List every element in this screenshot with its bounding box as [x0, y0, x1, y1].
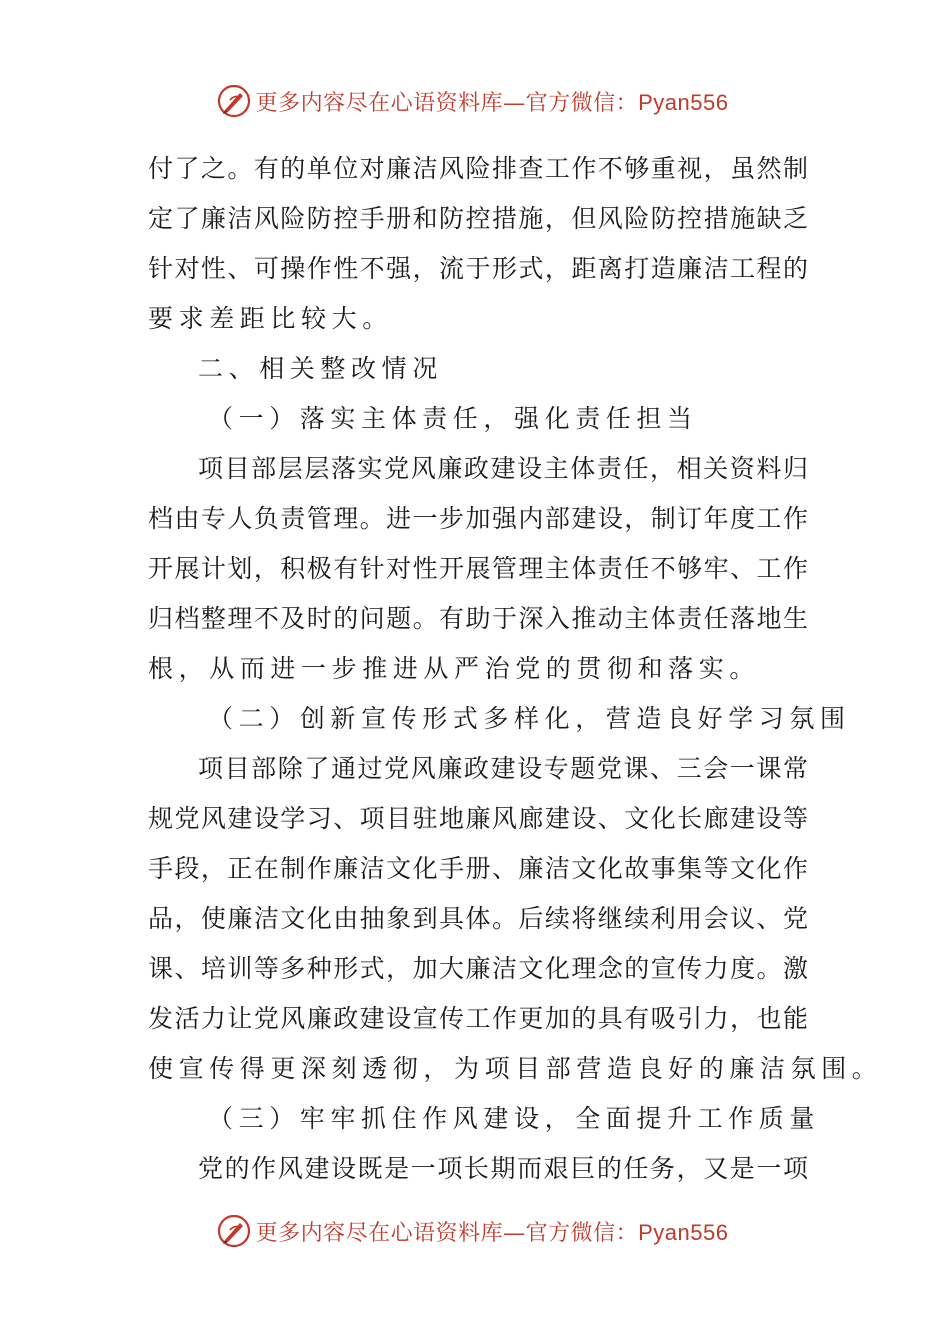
- body-line: 要求差距比较大。: [148, 304, 393, 333]
- body-line: 发活力让党风廉政建设宣传工作更加的具有吸引力，也能: [148, 1004, 808, 1033]
- body-line: 付了之。有的单位对廉洁风险排查工作不够重视，虽然制: [148, 154, 808, 183]
- body-line: 项目部除了通过党风廉政建设专题党课、三会一课常: [198, 754, 808, 783]
- document-body: [148, 144, 883, 1194]
- subsection-heading: （二）创新宣传形式多样化，营造良好学习氛围: [208, 704, 851, 733]
- body-line: 开展计划，积极有针对性开展管理主体责任不够牢、工作: [148, 554, 808, 583]
- body-line: 根，从而进一步推进从严治党的贯彻和落实。: [148, 654, 761, 683]
- body-line: 品，使廉洁文化由抽象到具体。后续将继续利用会议、党: [148, 904, 808, 933]
- footer-watermark-banner: [0, 1211, 950, 1251]
- watermark-text: 更多内容尽在心语资料库—官方微信：Pyan556: [255, 1219, 729, 1246]
- watermark-text: 更多内容尽在心语资料库—官方微信：Pyan556: [255, 89, 729, 116]
- subsection-heading: （一）落实主体责任，强化责任担当: [208, 404, 698, 433]
- body-line: 针对性、可操作性不强，流于形式，距离打造廉洁工程的: [148, 254, 808, 283]
- body-line: 党的作风建设既是一项长期而艰巨的任务，又是一项: [198, 1154, 808, 1183]
- wechat-id: Pyan556: [638, 1219, 729, 1245]
- body-line: 手段，正在制作廉洁文化手册、廉洁文化故事集等文化作: [148, 854, 808, 883]
- body-line: 定了廉洁风险防控手册和防控措施，但风险防控措施缺乏: [148, 204, 808, 233]
- subsection-heading: （三）牢牢抓住作风建设，全面提升工作质量: [208, 1104, 821, 1133]
- section-heading: 二、相关整改情况: [198, 354, 443, 383]
- wechat-id: Pyan556: [638, 89, 729, 115]
- body-line: 归档整理不及时的问题。有助于深入推动主体责任落地生: [148, 604, 808, 633]
- body-line: 课、培训等多种形式，加大廉洁文化理念的宣传力度。激: [148, 954, 808, 983]
- header-watermark-banner: [0, 81, 950, 121]
- pen-logo-icon: [216, 83, 252, 119]
- pen-logo-icon: [216, 1213, 252, 1249]
- body-line: 项目部层层落实党风廉政建设主体责任，相关资料归: [198, 454, 808, 483]
- body-line: 使宣传得更深刻透彻，为项目部营造良好的廉洁氛围。: [148, 1054, 883, 1083]
- body-line: 规党风建设学习、项目驻地廉风廊建设、文化长廊建设等: [148, 804, 808, 833]
- body-line: 档由专人负责管理。进一步加强内部建设，制订年度工作: [148, 504, 808, 533]
